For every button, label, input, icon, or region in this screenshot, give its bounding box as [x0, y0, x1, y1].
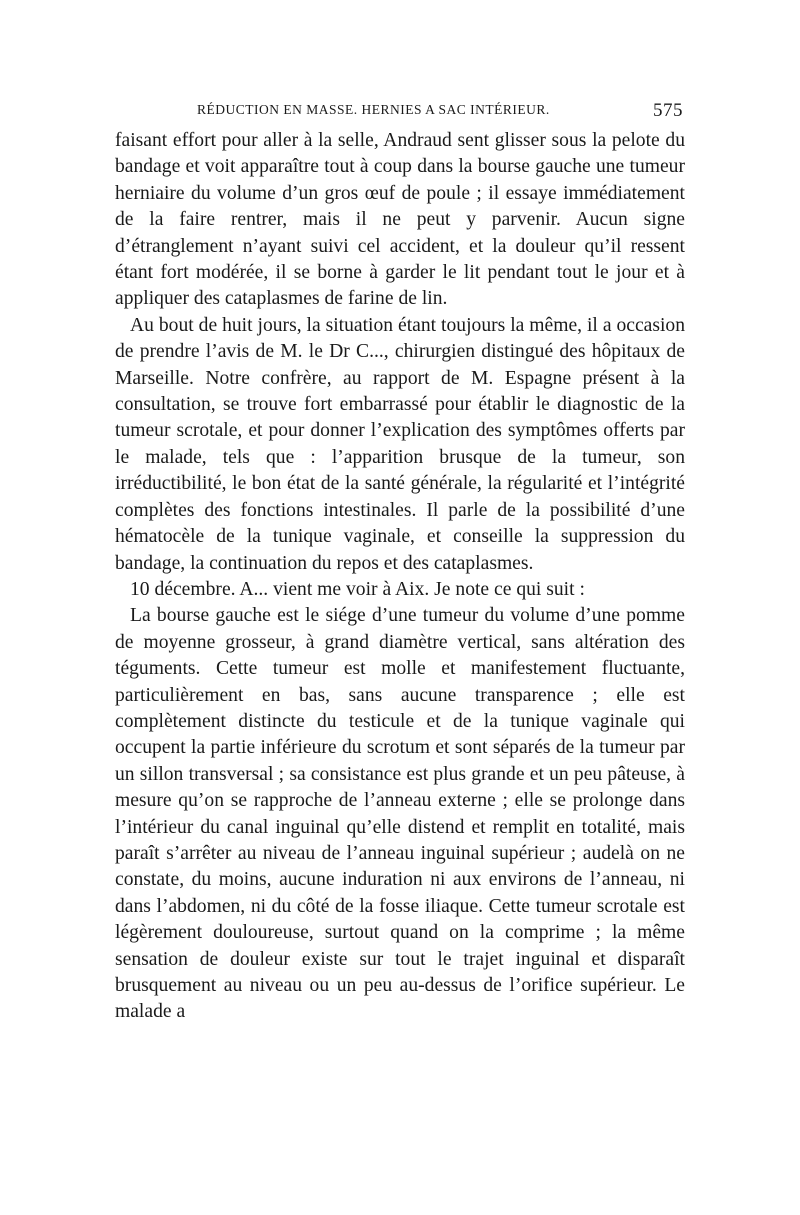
- paragraph-examination: La bourse gauche est le siége d’une tumeur du volume d’une pomme de moyenne grosseur, à grand diamètre vertical, sans altération des téguments. Cette tumeur est molle et manifestement fluctuante, particulièrement en bas, sans aucune transparence ; elle est complètement distincte du testicule et de la tunique vaginale qui occupent la partie inférieure du scrotum et sont séparés de la tumeur par un sillon transversal ; sa consistance est plus grande et un peu pâteuse, à mesure qu’on se rapproche de l’anneau externe ; elle se prolonge dans l’intérieur du canal inguinal qu’elle distend et remplit en totalité, mais paraît s’arrêter au niveau de l’anneau inguinal supérieur ; audelà on ne constate, du moins, aucune induration ni aux environs de l’anneau, ni dans l’abdomen, ni du côté de la fosse iliaque. Cette tumeur scrotale est légèrement douloureuse, surtout quand on la comprime ; la même sensation de douleur existe sur tout le trajet inguinal et disparaît brusquement au niveau ou un peu au-dessus de l’orifice supérieur. Le malade a: [115, 605, 685, 1023]
- running-head: [115, 100, 685, 126]
- book-page: [115, 100, 685, 1026]
- body-text: [115, 128, 685, 1026]
- page-number: 575: [653, 100, 683, 121]
- paragraph-date-entry: 10 décembre. A... vient me voir à Aix. Je note ce qui suit :: [130, 578, 585, 600]
- paragraph-consultation: Au bout de huit jours, la situation étant toujours la même, il a occasion de prendre l’avis de M. le Dr C..., chirurgien distingué des hôpitaux de Marseille. Notre confrère, au rapport de M. Espagne présent à la consultation, se trouve fort embarrassé pour établir le diagnostic de la tumeur scrotale, et pour donner l’explication des symptômes offerts par le malade, tels que : l’apparition brusque de la tumeur, son irréductibilité, le bon état de la santé générale, la régularité et l’intégrité complètes des fonctions intestinales. Il parle de la possibilité d’une hématocèle de la tunique vaginale, et conseille la suppression du bandage, la continuation du repos et des cataplasmes.: [115, 314, 685, 574]
- paragraph-continuation: faisant effort pour aller à la selle, Andraud sent glisser sous la pelote du bandage et voit apparaître tout à coup dans la bourse gauche une tumeur herniaire du volume d’un gros œuf de poule ; il essaye immédiatement de la faire rentrer, mais il ne peut y parvenir. Aucun signe d’étranglement n’ayant suivi cel accident, et la douleur qu’il ressent étant fort modérée, il se borne à garder le lit pendant tout le jour et à appliquer des cataplasmes de farine de lin.: [115, 130, 685, 310]
- running-title: RÉDUCTION EN MASSE. HERNIES A SAC INTÉRIEUR.: [197, 102, 550, 117]
